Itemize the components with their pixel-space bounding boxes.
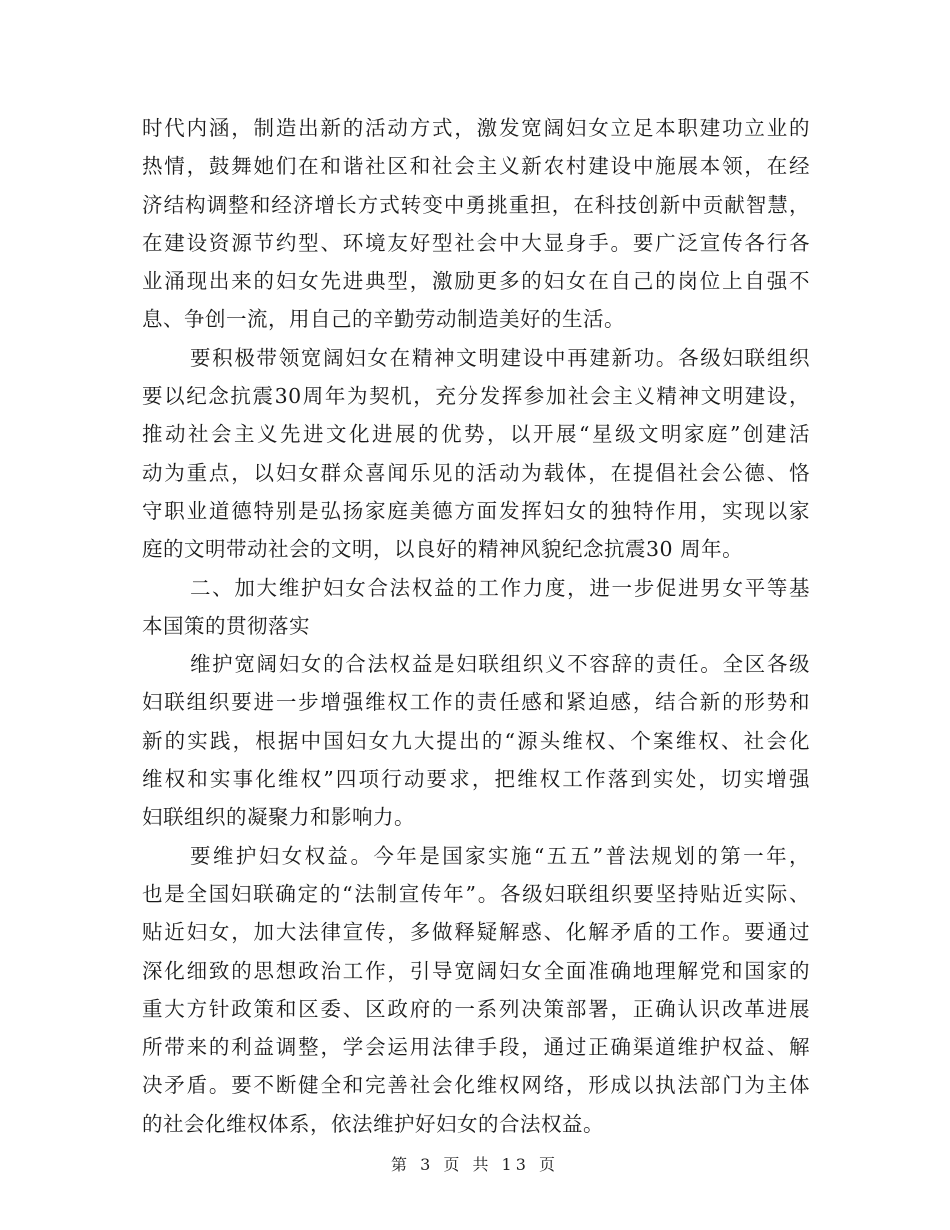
text-line: 息、争创一流，用自己的辛勤劳动制造美好的生活。 (142, 307, 625, 332)
document-body (142, 109, 810, 1143)
text-line: 妇联组织要进一步增强维权工作的责任感和紧迫感，结合新的形势和 (142, 690, 810, 715)
text-line: 守职业道德特别是弘扬家庭美德方面发挥妇女的独特作用，实现以家 (142, 498, 810, 523)
text-line: 也是全国妇联确定的“法制宣传年”。各级妇联组织要坚持贴近实际、 (142, 881, 810, 906)
text-line: 所带来的利益调整，学会运用法律手段，通过正确渠道维护权益、解 (142, 1035, 810, 1060)
paragraph-start-line: 维护宽阔妇女的合法权益是妇联组织义不容辞的责任。全区各级 (190, 652, 810, 677)
text-line: 重大方针政策和区委、区政府的一系列决策部署，正确认识改革进展 (142, 996, 810, 1021)
page-number-footer: 第 3 页 共 13 页 (391, 1155, 559, 1174)
text-line: 热情，鼓舞她们在和谐社区和社会主义新农村建设中施展本领，在经 (142, 154, 810, 179)
text-line: 在建设资源节约型、环境友好型社会中大显身手。要广泛宣传各行各 (142, 230, 810, 255)
text-line: 庭的文明带动社会的文明，以良好的精神风貌纪念抗震30 周年。 (142, 537, 744, 562)
text-line: 贴近妇女，加大法律宣传，多做释疑解惑、化解矛盾的工作。要通过 (142, 920, 810, 945)
text-line: 妇联组织的凝聚力和影响力。 (142, 805, 415, 830)
text-line: 深化细致的思想政治工作，引导宽阔妇女全面准确地理解党和国家的 (142, 958, 810, 983)
text-line: 决矛盾。要不断健全和完善社会化维权网络，形成以执法部门为主体 (142, 1073, 810, 1098)
section-heading-line: 二、加大维护妇女合法权益的工作力度，进一步促进男女平等基 (190, 575, 810, 600)
text-line: 业涌现出来的妇女先进典型，激励更多的妇女在自己的岗位上自强不 (142, 269, 810, 294)
text-line: 推动社会主义先进文化进展的优势，以开展“星级文明家庭”创建活 (142, 422, 810, 447)
text-line: 新的实践，根据中国妇女九大提出的“源头维权、个案维权、社会化 (142, 728, 810, 753)
text-line: 济结构调整和经济增长方式转变中勇挑重担，在科技创新中贡献智慧， (142, 192, 810, 217)
text-line: 维权和实事化维权”四项行动要求，把维权工作落到实处，切实增强 (142, 767, 810, 792)
paragraph-start-line: 要积极带领宽阔妇女在精神文明建设中再建新功。各级妇联组织 (190, 345, 810, 370)
text-line: 时代内涵，制造出新的活动方式，激发宽阔妇女立足本职建功立业的 (142, 116, 810, 140)
section-heading-line: 本国策的贯彻落实 (142, 613, 310, 638)
text-line: 要以纪念抗震30周年为契机，充分发挥参加社会主义精神文明建设， (142, 384, 810, 409)
text-line: 的社会化维权体系，依法维护好妇女的合法权益。 (142, 1111, 604, 1136)
paragraph-start-line: 要维护妇女权益。今年是国家实施“五五”普法规划的第一年， (190, 843, 810, 868)
text-line: 动为重点，以妇女群众喜闻乐见的活动为载体，在提倡社会公德、恪 (142, 460, 810, 485)
